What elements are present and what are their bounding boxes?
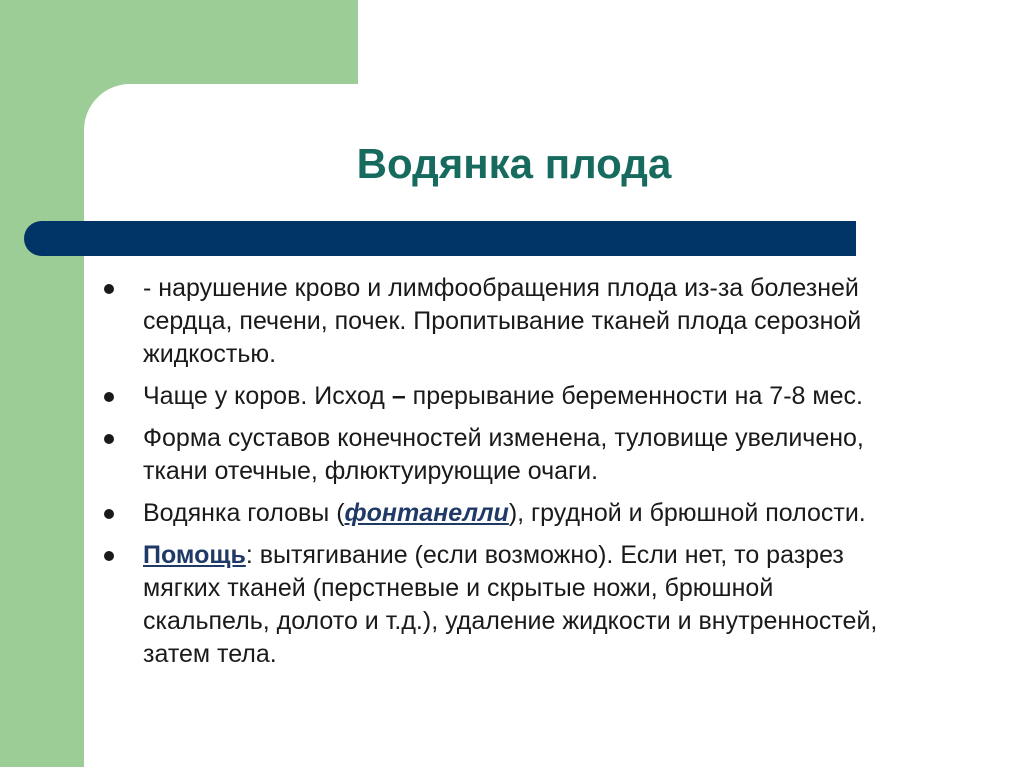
bullet-text: - нарушение крово и лимфообращения плода из-за болезней сердца, печени, почек. Пропитывание тканей плода серозной жидкостью. [143, 274, 862, 368]
bullet-text-end: : вытягивание (если возможно). Если нет, то разрез мягких тканей (перстневые и скрытые ножи, брюшной скальпель, долото и т.д.), удаление жидкости и внутренностей, затем тела. [143, 541, 878, 668]
bullet-dot-icon [104, 509, 114, 519]
bullet-item [104, 497, 904, 530]
bullet-text-end: ), грудной и брюшной полости. [508, 499, 866, 527]
bullet-item [104, 380, 904, 413]
bullet-text: Форма суставов конечностей изменена, туловище увеличено, ткани отечные, флюктуирующие очаги. [143, 424, 864, 485]
bullet-dot-icon [104, 392, 114, 402]
bullet-dot-icon [104, 284, 114, 294]
title-underline-bar [24, 221, 856, 256]
bullet-text-start: Чаще у коров. Исход [143, 382, 392, 410]
slide-title: Водянка плода [356, 140, 672, 187]
bullet-list [104, 272, 904, 680]
decorative-top-strip [358, 0, 1024, 84]
bullet-dot-icon [104, 551, 114, 561]
bullet-text-start: Водянка головы ( [143, 499, 345, 527]
fontanelle-link[interactable]: фонтанелли [344, 499, 509, 527]
bullet-item [104, 539, 904, 671]
bullet-dot-icon [104, 434, 114, 444]
bullet-dash: – [391, 382, 406, 410]
bullet-text-end: прерывание беременности на 7-8 мес. [405, 382, 863, 410]
help-label: Помощь [143, 541, 246, 569]
bullet-item [104, 272, 904, 371]
bullet-item [104, 422, 904, 488]
